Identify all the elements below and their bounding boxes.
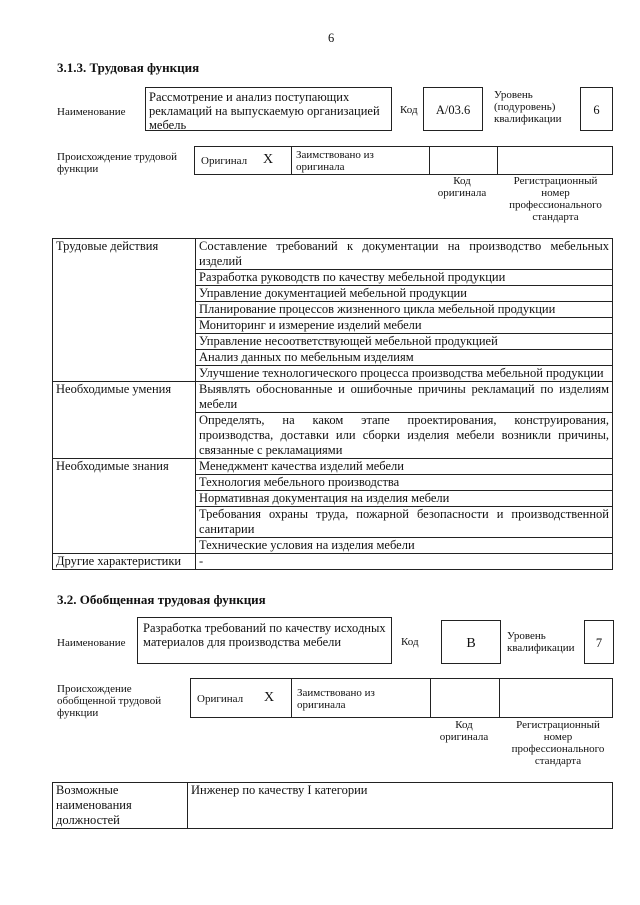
name-label: Наименование <box>57 637 126 649</box>
borrowed-label: Заимствовано из оригинала <box>297 687 375 711</box>
other-characteristics-label: Другие характеристики <box>53 554 196 570</box>
divider <box>291 678 292 718</box>
labor-action-item: Анализ данных по мебельным изделиям <box>196 350 613 366</box>
level-label: Уровень квалификации <box>507 630 575 654</box>
name-label: Наименование <box>57 106 126 118</box>
knowledge-item: Нормативная документация на изделия мебели <box>196 491 613 507</box>
labor-action-item: Управление документацией мебельной продукции <box>196 286 613 302</box>
positions-value: Инженер по качеству I категории <box>188 783 613 829</box>
divider <box>291 146 292 175</box>
code-label: Код <box>400 104 418 116</box>
labor-action-item: Мониторинг и измерение изделий мебели <box>196 318 613 334</box>
section-heading: 3.2. Обобщенная трудовая функция <box>57 592 266 607</box>
knowledge-item: Технология мебельного производства <box>196 475 613 491</box>
level-field <box>584 620 614 664</box>
divider <box>497 146 498 175</box>
reg-number-caption: Регистрационный номер профессионального стандарта <box>509 175 602 223</box>
code-original-caption: Код оригинала <box>439 719 489 743</box>
page-number: 6 <box>328 31 335 45</box>
level-field <box>580 87 613 131</box>
labor-action-item: Планирование процессов жизненного цикла мебельной продукции <box>196 302 613 318</box>
reg-number-caption: Регистрационный номер профессионального стандарта <box>511 719 605 767</box>
level-value: 6 <box>593 103 600 117</box>
divider <box>429 146 430 175</box>
knowledge-item: Требования охраны труда, пожарной безопасности и производственной санитарии <box>196 507 613 538</box>
positions-table <box>52 782 613 829</box>
code-value: А/03.6 <box>435 103 471 117</box>
knowledge-label: Необходимые знания <box>53 459 196 554</box>
function-name-value: Разработка требований по качеству исходных материалов для производства мебели <box>143 621 386 649</box>
code-field <box>441 620 501 664</box>
code-label: Код <box>401 636 419 648</box>
knowledge-item: Менеджмент качества изделий мебели <box>196 459 613 475</box>
code-original-caption: Код оригинала <box>437 175 487 199</box>
skills-label: Необходимые умения <box>53 382 196 459</box>
function-name-value: Рассмотрение и анализ поступающих рекламаций на выпускаемую организацией мебель <box>149 90 380 132</box>
level-label: Уровень (подуровень) квалификации <box>494 89 562 125</box>
original-label: Оригинал <box>197 693 244 705</box>
function-name-field <box>137 617 392 664</box>
function-details-table <box>52 238 613 570</box>
borrowed-label: Заимствовано из оригинала <box>296 149 374 173</box>
labor-action-item: Разработка руководств по качеству мебельной продукции <box>196 270 613 286</box>
skill-item: Выявлять обоснованные и ошибочные причины рекламаций по изделиям мебели <box>196 382 613 413</box>
origin-label: Происхождение трудовой функции <box>57 151 178 175</box>
original-mark: X <box>263 152 274 167</box>
code-field <box>423 87 483 131</box>
divider <box>499 678 500 718</box>
labor-action-item: Управление несоответствующей мебельной продукцией <box>196 334 613 350</box>
skill-item: Определять, на каком этапе проектирования, конструирования, производства, доставки или сборки изделия мебели возникли причины, связанные с рекламациями <box>196 413 613 459</box>
labor-action-item: Составление требований к документации на производство мебельных изделий <box>196 239 613 270</box>
level-value: 7 <box>595 636 603 650</box>
origin-label: Происхождение обобщенной трудовой функции <box>57 683 162 719</box>
knowledge-item: Технические условия на изделия мебели <box>196 538 613 554</box>
labor-action-item: Улучшение технологического процесса производства мебельной продукции <box>196 366 613 382</box>
positions-label: Возможные наименования должностей <box>53 783 188 829</box>
original-mark: X <box>264 690 275 705</box>
divider <box>430 678 431 718</box>
other-characteristics-value: - <box>196 554 613 570</box>
labor-actions-label: Трудовые действия <box>53 239 196 382</box>
original-label: Оригинал <box>201 155 248 167</box>
section-heading: 3.1.3. Трудовая функция <box>57 60 200 75</box>
function-name-field <box>145 87 392 131</box>
code-value: В <box>466 636 476 651</box>
